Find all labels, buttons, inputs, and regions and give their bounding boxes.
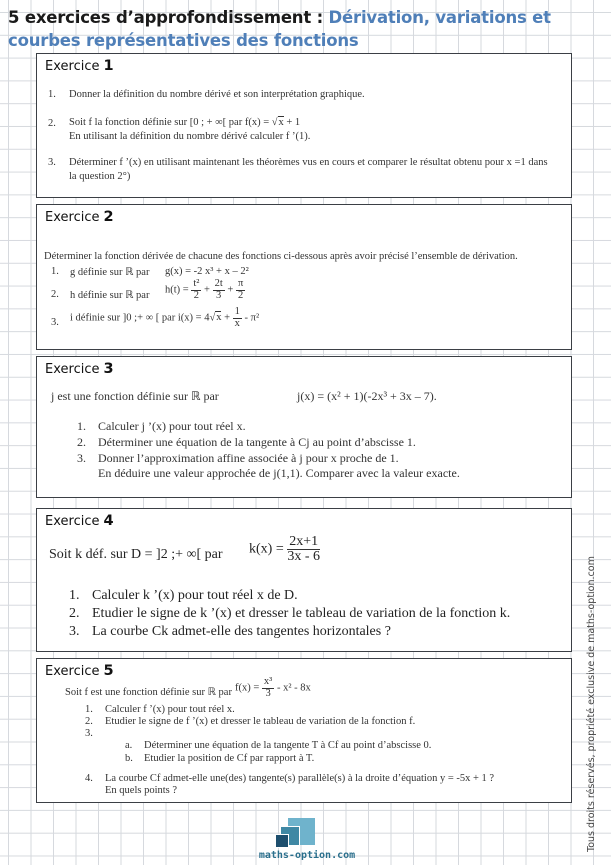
item-text: La courbe Cf admet-elle une(des) tangente(s) parallèle(s) à la droite d’équation y = -5x + 1 ? xyxy=(105,773,495,784)
item-text: Soit f la fonction définie sur [0 ; + ∞[ par f(x) = √x + 1 xyxy=(69,117,301,128)
item-text: Etudier le signe de f ’(x) et dresser le tableau de variation de la fonction f. xyxy=(105,716,416,727)
exercise-number: 1 xyxy=(103,58,114,74)
fraction xyxy=(287,535,320,564)
denominator: 3 xyxy=(265,687,271,699)
item-number: 1. xyxy=(69,588,80,603)
item-label: i définie sur ]0 ;+ ∞ [ par i(x) = 4 xyxy=(70,312,210,324)
title-prefix: 5 exercices d’approfondissement : xyxy=(8,8,329,27)
exercise-3-heading xyxy=(45,361,114,377)
numerator: π xyxy=(237,278,244,289)
item-number: 4. xyxy=(85,773,93,784)
fraction xyxy=(233,307,242,329)
fraction xyxy=(236,279,245,301)
formula-tail: - π² xyxy=(241,312,260,324)
exercise-intro: Soit f est une fonction définie sur ℝ par xyxy=(65,687,232,698)
exercise-label: Exercice xyxy=(45,664,100,679)
item-number: 2. xyxy=(51,289,59,300)
item-number: 3. xyxy=(77,451,86,465)
intro-formula xyxy=(249,535,320,564)
exercise-1-heading xyxy=(45,58,114,74)
numerator: 2x+1 xyxy=(289,534,319,549)
item-number: 3. xyxy=(48,157,56,168)
denominator: 2 xyxy=(193,289,199,301)
item-formula: h(t) = $\frac{\text{t²}}{2}$ + $\frac{2t}{3}$ + $\frac{\pi}{2}$ xyxy=(165,278,244,301)
denominator: 2 xyxy=(237,289,244,301)
formula-tail: - x² - 8x xyxy=(274,682,311,694)
exercise-label: Exercice xyxy=(45,514,100,529)
fraction xyxy=(262,677,274,699)
exercise-4-box xyxy=(36,508,572,652)
exercise-label: Exercice xyxy=(45,210,100,225)
item-text-main: Soit f la fonction définie sur [0 ; + ∞[ par f(x) = xyxy=(69,117,272,128)
operator: + xyxy=(221,312,233,324)
denominator: x xyxy=(234,317,240,329)
item-number: 1. xyxy=(85,704,93,715)
item-number: 3. xyxy=(85,728,93,739)
intro-formula: j(x) = (x² + 1)(-2x³ + 3x – 7). xyxy=(297,389,437,403)
exercise-2-box xyxy=(36,204,572,350)
item-number: 1. xyxy=(48,89,56,100)
exercise-5-box xyxy=(36,658,572,803)
sqrt-operand: x xyxy=(216,312,222,324)
item-formula: g(x) = -2 x³ + x – 2² xyxy=(165,266,249,277)
logo-text: maths-option.com xyxy=(258,850,356,861)
item-text: Déterminer une équation de la tangente T à Cf au point d’abscisse 0. xyxy=(144,740,432,751)
exercise-3-box xyxy=(36,356,572,498)
item-text-line2: la question 2°) xyxy=(69,171,131,182)
exercise-intro: Déterminer la fonction dérivée de chacune des fonctions ci-dessous après avoir précisé l’ensemble de dérivation. xyxy=(44,251,518,262)
item-text: Etudier le signe de k ’(x) et dresser le tableau de variation de la fonction k. xyxy=(92,606,511,621)
numerator: 1 xyxy=(234,306,240,317)
item-text: Déterminer une équation de la tangente à Cj au point d’abscisse 1. xyxy=(98,435,416,449)
sqrt-operand: x xyxy=(278,117,284,128)
denominator: 3x - 6 xyxy=(287,549,321,564)
exercise-2-heading xyxy=(45,209,114,225)
item-text: Déterminer f ’(x) en utilisant maintenant les théorèmes vus en cours et comparer le résultat obtenu pour x =1 dans xyxy=(69,157,548,168)
item-text: Etudier la position de Cf par rapport à T. xyxy=(144,753,315,764)
formula-prefix: h(t) = xyxy=(165,284,189,296)
item-text: Calculer j ’(x) pour tout réel x. xyxy=(98,419,246,433)
item-number: b. xyxy=(125,753,133,764)
exercise-5-heading xyxy=(45,663,114,679)
item-number: a. xyxy=(125,740,133,751)
exercise-number: 4 xyxy=(103,513,114,529)
item-text: Calculer k ’(x) pour tout réel x de D. xyxy=(92,588,298,603)
exercise-label: Exercice xyxy=(45,362,100,377)
item-text: Donner l’approximation affine associée à j pour x proche de 1. xyxy=(98,451,399,465)
formula-prefix: f(x) = xyxy=(235,682,260,694)
page-title xyxy=(8,6,608,52)
exercise-number: 2 xyxy=(103,209,114,225)
item-text-line2: En quels points ? xyxy=(105,785,178,796)
numerator: 2t xyxy=(214,278,223,289)
numerator: x³ xyxy=(263,676,273,687)
item-text: La courbe Ck admet-elle des tangentes horizontales ? xyxy=(92,624,391,639)
intro-formula xyxy=(235,677,311,699)
item-number: 1. xyxy=(77,419,86,433)
item-number: 2. xyxy=(48,118,56,129)
item-label: h définie sur ℝ par xyxy=(70,290,150,301)
exercise-intro: j est une fonction définie sur ℝ par xyxy=(51,389,219,403)
exercise-intro: Soit k déf. sur D = ]2 ;+ ∞[ par xyxy=(49,547,223,562)
item-text-line2: En utilisant la définition du nombre dérivé calculer f ’(1). xyxy=(69,131,311,142)
item-number: 3. xyxy=(69,624,80,639)
item-number: 2. xyxy=(85,716,93,727)
item-number: 2. xyxy=(77,435,86,449)
item-number: 1. xyxy=(51,266,59,277)
fraction xyxy=(191,279,201,301)
item-label: g définie sur ℝ par xyxy=(70,267,150,278)
item-text: Donner la définition du nombre dérivé et son interprétation graphique. xyxy=(69,89,365,100)
exercise-1-box xyxy=(36,53,572,198)
copyright-side-note: Tous droits réservés, propriété exclusive de maths-option.com xyxy=(586,556,597,852)
exercise-number: 3 xyxy=(103,361,114,377)
numerator: t² xyxy=(193,278,200,289)
item-text-line2: En déduire une valeur approchée de j(1,1). Comparer avec la valeur exacte. xyxy=(98,466,460,480)
title-accent: Dérivation, variations et courbes représentatives des fonctions xyxy=(8,8,551,50)
fraction xyxy=(213,279,225,301)
item-text-tail: + 1 xyxy=(283,117,301,128)
denominator: 3 xyxy=(216,289,222,301)
item-number: 3. xyxy=(51,317,59,328)
item-formula: i définie sur ]0 ;+ ∞ [ par i(x) = 4√x + $\frac{1}{x}$ - π² xyxy=(70,306,260,329)
item-number: 2. xyxy=(69,606,80,621)
exercise-label: Exercice xyxy=(45,59,100,74)
exercise-number: 5 xyxy=(103,663,114,679)
item-text: Calculer f ’(x) pour tout réel x. xyxy=(105,704,235,715)
exercise-4-heading xyxy=(45,513,114,529)
formula-prefix: k(x) = xyxy=(249,541,284,557)
logo-square-small xyxy=(275,834,289,848)
